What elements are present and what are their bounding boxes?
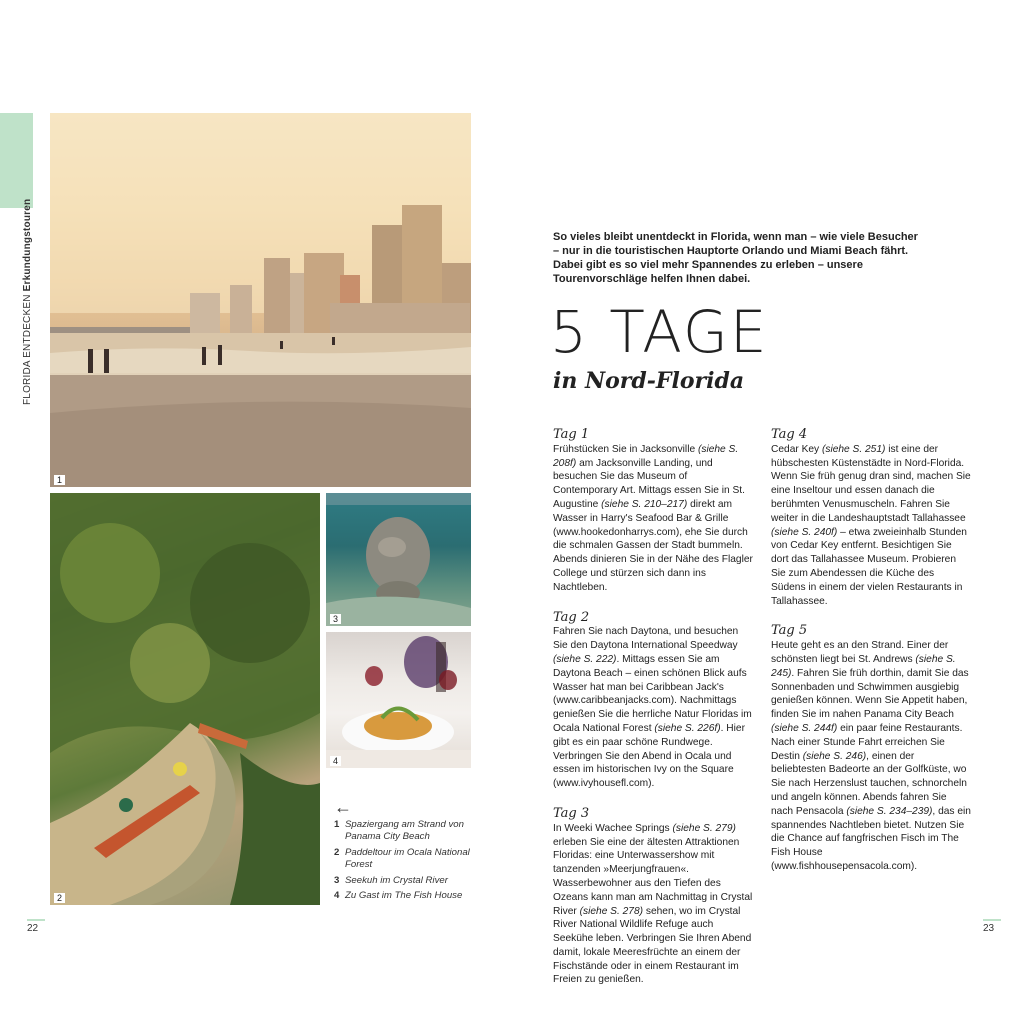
page-reference: (siehe S. 210–217) — [601, 498, 688, 510]
photo-restaurant — [326, 632, 471, 768]
day-text-segment: ist eine der hübschesten Küstenstädte in Nord-Florida. Wenn Sie früh genug dran sind, machen Sie eine Inseltour und essen danach die berühmten Venusmuscheln. Fahren Sie weiter in die Landeshauptstadt Tallahassee — [771, 443, 971, 524]
page-reference: (siehe S. 244f) — [771, 722, 838, 734]
photo-manatee — [326, 493, 471, 626]
section-side-label — [22, 199, 33, 405]
day-section — [553, 428, 753, 595]
caption-item — [334, 819, 474, 844]
day-text-segment: Frühstücken Sie in Jacksonville — [553, 443, 698, 455]
caption-item — [334, 847, 474, 872]
text-column-left — [553, 428, 753, 1003]
photo-beach — [50, 113, 471, 487]
page-reference: (siehe S. 251) — [821, 443, 886, 455]
photo-number: 4 — [330, 756, 341, 766]
page-number-left: 22 — [27, 923, 39, 934]
restaurant-illustration — [326, 632, 471, 768]
page-reference: (siehe S. 240f) — [771, 526, 838, 538]
caption-text: Zu Gast im The Fish House — [345, 890, 463, 902]
section-tab-marker — [0, 113, 33, 208]
day-text-segment: Heute geht es an den Strand. Einer der schönsten liegt bei St. Andrews — [771, 640, 949, 665]
day-text-segment: direkt am Wasser in Harry's Seafood Bar & Grille (www.hookedonharrys.com), ehe Sie durch die schmalen Gassen der Stadt bummeln. Abends dinieren Sie in der Nähe des Flagler College und stürzen sich dann ins Nachtleben. — [553, 498, 753, 593]
day-text-segment: erleben Sie eine der ältesten Attraktionen Floridas: eine Unterwassershow mit tanzenden »Meerjungfrauen«. Wasserbewohner aus den Tiefen des Ozeans kann man am Nachmittag in Crystal River — [553, 836, 753, 917]
beach-illustration — [50, 113, 471, 487]
text-column-right — [771, 428, 971, 890]
day-text — [771, 639, 971, 874]
day-heading: Tag 5 — [771, 623, 808, 639]
page-subtitle: in Nord-Florida — [553, 368, 745, 394]
day-text — [553, 822, 753, 988]
section-subname: Erkundungstouren — [22, 198, 33, 292]
caption-text: Spaziergang am Strand von Panama City Beach — [345, 819, 464, 843]
day-heading: Tag 4 — [771, 427, 808, 442]
page-reference: (siehe S. 226f) — [654, 722, 721, 734]
day-text-segment: . Mittags essen Sie am Daytona Beach – einen schönen Blick aufs Wasser hat man bei Caribbean Jack's (www.caribbeanjacks.com). Nachmittags genießen Sie die herrliche Natur Floridas im Ocala National Forest — [553, 653, 752, 734]
day-heading: Tag 2 — [553, 609, 590, 625]
day-text-segment: – etwa zweieinhalb Stunden von Cedar Key entfernt. Besichtigen Sie dort das Tallahassee Museum. Probieren Sie zum Abendessen die Küche des Südens in einem der vielen Restaurants in Tallahassee. — [771, 526, 967, 607]
page-reference: (siehe S. 279) — [672, 822, 736, 834]
day-text — [553, 625, 753, 791]
day-text-segment: . Fahren Sie früh dorthin, damit Sie das Sonnenbaden und Schwimmen ausgiebig genießen können. Wenn Sie Appetit haben, finden Sie im nahen Panama City Beach — [771, 667, 969, 721]
page-reference: (siehe S. 245) — [771, 653, 956, 679]
photo-number: 2 — [54, 893, 65, 903]
photo-kayak — [50, 493, 320, 905]
photo-number: 3 — [330, 614, 341, 624]
page-reference: (siehe S. 234–239) — [846, 805, 933, 817]
caption-text: Paddeltour im Ocala National Forest — [345, 846, 470, 871]
day-text-segment: . Hier gibt es ein paar schöne Rundwege. Verbringen Sie den Abend in Ocala und essen im historischen Ivy on the Square (www.ivyhousefl.com). — [553, 722, 745, 790]
intro-paragraph: So vieles bleibt unentdeckt in Florida, wenn man – wie viele Besucher – nur in die touristischen Hauptorte Orlando und Miami Beach fährt. Dabei gibt es so viel mehr Spannendes zu erleben – unsere Tourenvorschläge helfen Ihnen dabei. — [553, 231, 918, 285]
day-text-segment: ein paar feine Restaurants. Nach einer Stunde Fahrt erreichen Sie Destin — [771, 722, 963, 762]
day-text-segment: Cedar Key — [771, 443, 822, 455]
day-section — [553, 807, 753, 987]
day-text-segment: Fahren Sie nach Daytona, und besuchen Sie den Daytona International Speedway — [553, 626, 739, 652]
page-number-right: 23 — [983, 923, 995, 934]
day-heading: Tag 3 — [553, 805, 590, 821]
caption-number: 3 — [334, 874, 340, 886]
kayak-illustration — [50, 493, 320, 905]
day-text-segment: , einen der beliebtesten Badeorte an der Golfküste, wo Sie nach Herzenslust tauchen, schnorcheln und angeln können. Abends fahren Sie nach Pensacola — [771, 750, 967, 817]
caption-item — [334, 875, 474, 887]
page-title: 5 TAGE — [550, 298, 769, 366]
section-name: FLORIDA ENTDECKEN — [22, 294, 33, 405]
day-text-segment: sehen, wo im Crystal River National Wildlife Refuge auch Seekühe leben. Verbringen Sie Ihren Abend damit, lokale Meeresfrüchte an einem der Fischstände oder in einem Restaurant im Freien zu genießen. — [553, 905, 752, 986]
page-reference: (siehe S. 278) — [579, 905, 644, 917]
day-section — [771, 428, 971, 608]
arrow-left-icon: ← — [334, 797, 352, 817]
day-text-segment: am Jacksonville Landing, und besuchen Sie das Museum of Contemporary Art. Mittags essen Sie in St. Augustine — [553, 457, 745, 510]
day-section — [553, 611, 753, 791]
day-heading: Tag 1 — [553, 427, 590, 442]
day-text-segment: , das ein spannendes Nachtleben bietet. Nutzen Sie die Chance auf fangfrischen Fisch im The Fish House (www.fishhousepensacola.com). — [771, 805, 971, 872]
manatee-illustration — [326, 493, 471, 626]
page-reference: (siehe S. 246) — [802, 750, 867, 762]
photo-captions — [334, 819, 474, 905]
caption-number: 1 — [334, 819, 340, 830]
caption-number: 4 — [334, 890, 340, 902]
day-text — [771, 443, 971, 609]
caption-item — [334, 890, 474, 902]
caption-text: Seekuh im Crystal River — [345, 874, 448, 886]
page-reference: (siehe S. 222) — [553, 653, 617, 665]
day-section — [771, 624, 971, 873]
page-reference: (siehe S. 208f) — [553, 443, 739, 469]
day-text-segment: In Weeki Wachee Springs — [553, 822, 673, 834]
day-text — [553, 443, 753, 595]
caption-number: 2 — [334, 846, 340, 858]
photo-number: 1 — [54, 475, 65, 485]
